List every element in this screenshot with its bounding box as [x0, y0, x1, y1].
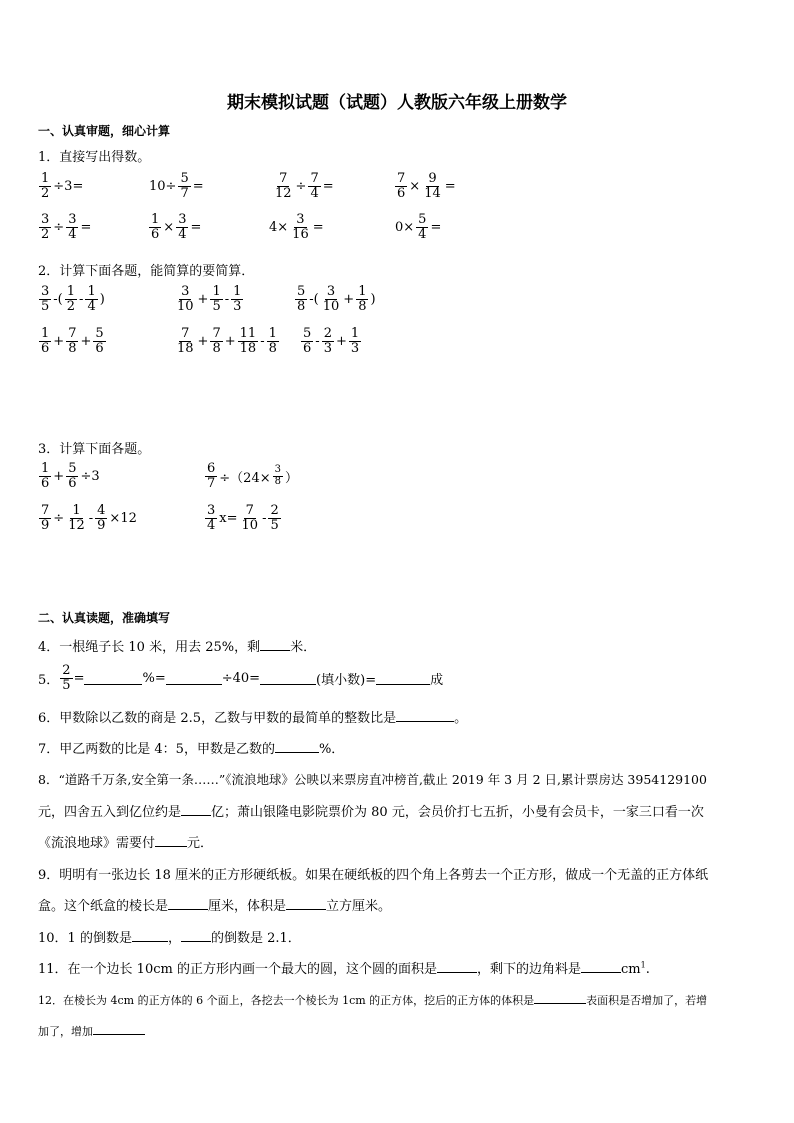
answer-blank[interactable]	[437, 960, 477, 973]
q9-line-1: 9．明明有一张边长 18 厘米的正方形硬纸板。如果在硬纸板的四个角上各剪去一个正方形，做成一个无盖的正方体纸	[38, 868, 709, 883]
q2-expr-2: $\frac{3}{10}$ + $\frac{1}{5}$ - $\frac{1}{3}$	[177, 284, 242, 314]
q2-expr-6: $\frac{5}{6}$ - $\frac{2}{3}$ + $\frac{1}{3}$	[303, 326, 360, 356]
answer-blank[interactable]	[84, 672, 142, 685]
answer-blank[interactable]	[260, 638, 290, 651]
q3-expr-4: $\frac{3}{4}$ x= $\frac{7}{10}$ - $\frac{2}{5}$	[207, 503, 279, 533]
answer-blank[interactable]	[132, 929, 168, 942]
q1-item-8: 0× $\frac{5}{4}$ =	[395, 212, 442, 242]
q1-item-6: $\frac{1}{6}$ × $\frac{3}{4}$ =	[151, 212, 202, 242]
q9-line-2: 盒。这个纸盒的棱长是 厘米，体积是 立方厘米。	[38, 899, 392, 914]
section-2-heading: 二、认真读题，准确填写	[38, 611, 171, 625]
q4: 4．一根绳子长 10 米，用去 25%，剩 米．	[38, 640, 317, 655]
q8-line-1: 8．“道路千万条,安全第一条……”《流浪地球》公映以来票房直冲榜首,截止 2019 年 3 月 2 日,累计票房达 3954129100	[38, 772, 707, 787]
q1-item-3: $\frac{7}{12}$ ÷ $\frac{7}{4}$ =	[275, 171, 334, 201]
answer-blank[interactable]	[260, 672, 316, 685]
q11: 11．在一个边长 10cm 的正方形内画一个最大的圆，这个圆的面积是 ，剩下的边角料是 $cm^1$.	[38, 960, 650, 977]
q2-expr-3: $\frac{5}{8}$ -( $\frac{3}{10}$ + $\frac{1}{8}$ )	[297, 284, 376, 314]
q8-line-2: 元，四舍五入到亿位约是 亿；萧山银隆电影院票价为 80 元，会员价打七五折，小曼有会员卡，一家三口看一次	[38, 805, 704, 820]
page-title: 期末模拟试题（试题）人教版六年级上册数学	[227, 93, 567, 113]
q3-expr-3: $\frac{7}{9}$ ÷ $\frac{1}{12}$ - $\frac{4}{9}$ ×12	[41, 503, 137, 533]
q5: 5． $\frac{2}{5}$ = %= ÷40= (填小数)= 成	[38, 663, 444, 693]
answer-blank[interactable]	[275, 740, 319, 753]
q8-line-3: 《流浪地球》需要付 元．	[38, 836, 214, 851]
answer-blank[interactable]	[286, 897, 326, 910]
q10: 10．1 的倒数是 ， 的倒数是 2.1．	[38, 931, 301, 946]
answer-blank[interactable]	[534, 991, 586, 1004]
q2-label: 2．计算下面各题，能简算的要简算．	[38, 264, 255, 279]
q3-expr-1: $\frac{1}{6}$ + $\frac{5}{6}$ ÷3	[41, 461, 100, 491]
q3-label: 3．计算下面各题。	[38, 442, 151, 457]
q2-expr-4: $\frac{1}{6}$ + $\frac{7}{8}$ + $\frac{5}{6}$	[41, 326, 104, 356]
section-1-heading: 一、认真审题，细心计算	[38, 124, 171, 138]
answer-blank[interactable]	[166, 672, 222, 685]
q1-item-4: $\frac{7}{6}$ × $\frac{9}{14}$ =	[397, 171, 456, 201]
answer-blank[interactable]	[376, 672, 430, 685]
q3-expr-2: $\frac{6}{7}$ ÷（24× $\frac{3}{8}$ ）	[207, 461, 298, 491]
q1-item-1: $\frac{1}{2}$ ÷3=	[41, 171, 84, 201]
answer-blank[interactable]	[93, 1022, 145, 1035]
answer-blank[interactable]	[181, 929, 211, 942]
q1-label: 1．直接写出得数。	[38, 150, 151, 165]
q7: 7．甲乙两数的比是 4：5，甲数是乙数的 %．	[38, 742, 345, 757]
answer-blank[interactable]	[181, 803, 211, 816]
answer-blank[interactable]	[396, 709, 454, 722]
answer-blank[interactable]	[168, 897, 208, 910]
q1-item-2: 10÷ $\frac{5}{7}$ =	[149, 171, 204, 201]
q12-line-2: 加了，增加	[38, 1022, 145, 1039]
q6: 6．甲数除以乙数的商是 2.5，乙数与甲数的最简单的整数比是 。	[38, 711, 468, 726]
q2-expr-5: $\frac{7}{18}$ + $\frac{7}{8}$ + $\frac{11}{18}$ - $\frac{1}{8}$	[177, 326, 277, 356]
q12-line-1: 12．在棱长为 4cm 的正方体的 6 个面上，各挖去一个棱长为 1cm 的正方体，挖后的正方体的体积是 表面积是否增加了，若增	[38, 991, 707, 1008]
answer-blank[interactable]	[155, 834, 187, 847]
q1-item-5: $\frac{3}{2}$ ÷ $\frac{3}{4}$ =	[41, 212, 92, 242]
q1-item-7: 4× $\frac{3}{16}$ =	[269, 212, 324, 242]
answer-blank[interactable]	[581, 960, 621, 973]
q2-expr-1: $\frac{3}{5}$ -( $\frac{1}{2}$ - $\frac{1}{4}$ )	[41, 284, 105, 314]
